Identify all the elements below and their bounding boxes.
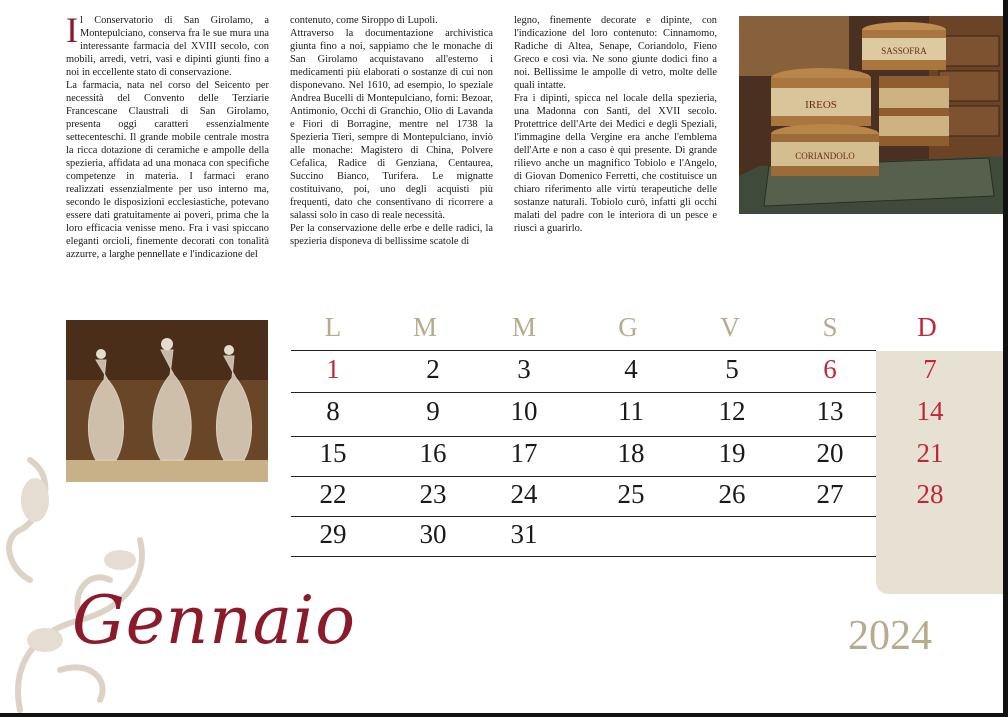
calendar-day: 8 <box>326 396 340 426</box>
calendar-day: 16 <box>419 438 447 468</box>
calendar-day: 23 <box>419 479 447 509</box>
calendar-day: 19 <box>718 438 746 468</box>
weekday-sunday: D <box>917 312 937 342</box>
boxes-illustration <box>739 16 1008 214</box>
calendar-day: 2 <box>426 354 440 384</box>
page-edge <box>1003 0 1008 717</box>
calendar-rule <box>291 392 876 393</box>
article-column-1 <box>66 10 269 261</box>
calendar-day: 26 <box>718 479 746 509</box>
weekday-tuesday: M <box>412 312 437 342</box>
box-label-ireos: IREOS <box>805 99 837 111</box>
calendar-day: 30 <box>419 519 447 549</box>
sunday-column-panel <box>876 351 1008 594</box>
calendar-rule <box>291 516 876 517</box>
calendar-rule <box>291 350 876 351</box>
drop-cap: I <box>66 10 78 50</box>
calendar-day: 25 <box>617 479 645 509</box>
calendar-day: 9 <box>426 396 440 426</box>
article-paragraph: Il Conservatorio di San Girolamo, a Montepulciano, conserva fra le sue mura una interessante farmacia del XVIII secolo, con mobili, arredi, vetri, vasi e dipinti giunti fino a noi in eccellente stato di conservazione. <box>66 10 269 78</box>
calendar-day: 17 <box>510 438 538 468</box>
calendar-day: 6 <box>823 354 837 384</box>
box-label-sassofra: SASSOFRA <box>881 46 927 56</box>
calendar-day: 20 <box>816 438 844 468</box>
year-label: 2024 <box>848 613 932 659</box>
weekday-wednesday: M <box>511 312 536 342</box>
calendar-rule <box>291 556 876 557</box>
weekday-saturday: S <box>822 312 838 342</box>
calendar-rule <box>291 476 876 477</box>
box-label-coriandolo: CORIANDOLO <box>795 151 855 161</box>
month-title: Gennaio <box>72 582 356 659</box>
calendar-day: 1 <box>326 354 340 384</box>
calendar-rule <box>291 436 876 437</box>
calendar-day: 22 <box>319 479 347 509</box>
apothecary-boxes-photo <box>739 16 1008 214</box>
calendar-day: 13 <box>816 396 844 426</box>
calendar-day: 11 <box>618 396 644 426</box>
page-edge <box>0 713 1008 717</box>
calendar-day: 21 <box>916 438 944 468</box>
calendar-day: 27 <box>816 479 844 509</box>
calendar-day: 15 <box>319 438 347 468</box>
floral-ornament-icon <box>0 440 170 717</box>
article-paragraph: La farmacia, nata nel corso del Seicento per necessità del Convento delle Terziarie Francescane Claustrali di San Girolamo, presenta oggi caratteri essenzialmente settecenteschi. Il grande mobile centrale mostra la ricca dotazione di ceramiche e ampolle della spezieria, affidata ad una monaca con specifiche competenze in materia. I farmaci erano realizzati essenzialmente per uso interno ma, secondo le disposizioni ecclesiastiche, potevano essere dati gratuitamente ai poveri, prima che la loro efficacia venisse meno. Fra i vasi spiccano eleganti orcioli, finemente decorati con tonalità azzurre, a larghe pennellate e l'indicazione del <box>66 80 269 260</box>
article-column-2 <box>290 14 493 248</box>
calendar-day: 14 <box>916 396 944 426</box>
calendar-day: 5 <box>725 354 739 384</box>
calendar-day: 7 <box>923 354 937 384</box>
weekday-friday: V <box>720 312 740 342</box>
calendar-day: 10 <box>510 396 538 426</box>
calendar-day: 4 <box>624 354 638 384</box>
article-paragraph: legno, finemente decorate e dipinte, con l'indicazione del loro contenuto: Cinnamomo, Radiche di Altea, Senape, Coriandolo, Fieno Greco e così via. Ne sono giunte dodici fino a noi. Bellissime le ampolle di vetro, molte delle quali intatte. <box>514 15 717 91</box>
calendar-day: 31 <box>510 519 538 549</box>
article-paragraph: contenuto, come Siroppo di Lupoli. <box>290 15 438 26</box>
calendar-day: 18 <box>617 438 645 468</box>
article-paragraph: Per la conservazione delle erbe e delle radici, la spezieria disponeva di bellissime scatole di <box>290 223 493 247</box>
article-column-3 <box>514 14 717 235</box>
weekday-monday: L <box>324 312 342 342</box>
calendar-day: 12 <box>718 396 746 426</box>
calendar-day: 3 <box>517 354 531 384</box>
article-paragraph: Fra i dipinti, spicca nel locale della spezieria, una Madonna con Santi, del XVII secolo. Protettrice dell'Arte dei Medici e degli Speziali, l'immagine della Vergine era anche l'emblema dell'Arte e non a caso è qui presente. Di grande rilievo anche un magnifico Tobiolo e l'Angelo, di Giovan Domenico Ferretti, che costituisce un chiaro riferimento alle virtù terapeutiche delle sostanze naturali. Tobiolo curò, infatti gli occhi malati del padre con le interiora di un pesce e riuscì a guarirlo. <box>514 93 717 234</box>
weekday-thursday: G <box>618 312 638 342</box>
article-paragraph: Attraverso la documentazione archivistica giunta fino a noi, sappiamo che le monache di San Girolamo acquistavano all'esterno i medicamenti più elaborati o sostanze di cui non disponevano. Nel 1610, ad esempio, lo speziale Andrea Bucelli di Montepulciano, fornì: Bezoar, Antimonio, Occhi di Granchio, Olio di Lavanda e Fiori di Borragine, mentre nel 1738 la Spezieria Tieri, sempre di Montepulciano, inviò alle monache: Magistero di China, Polvere Cefalica, Radice di Genziana, Centaurea, Succino Bianco, Turifera. Le mignatte costituivano, poi, uno degli acquisti più frequenti, dato che consentivano di ricorrere a salassi solo in caso di reale necessità. <box>290 28 493 221</box>
calendar-day: 28 <box>916 479 944 509</box>
calendar-day: 24 <box>510 479 538 509</box>
calendar-day: 29 <box>319 519 347 549</box>
